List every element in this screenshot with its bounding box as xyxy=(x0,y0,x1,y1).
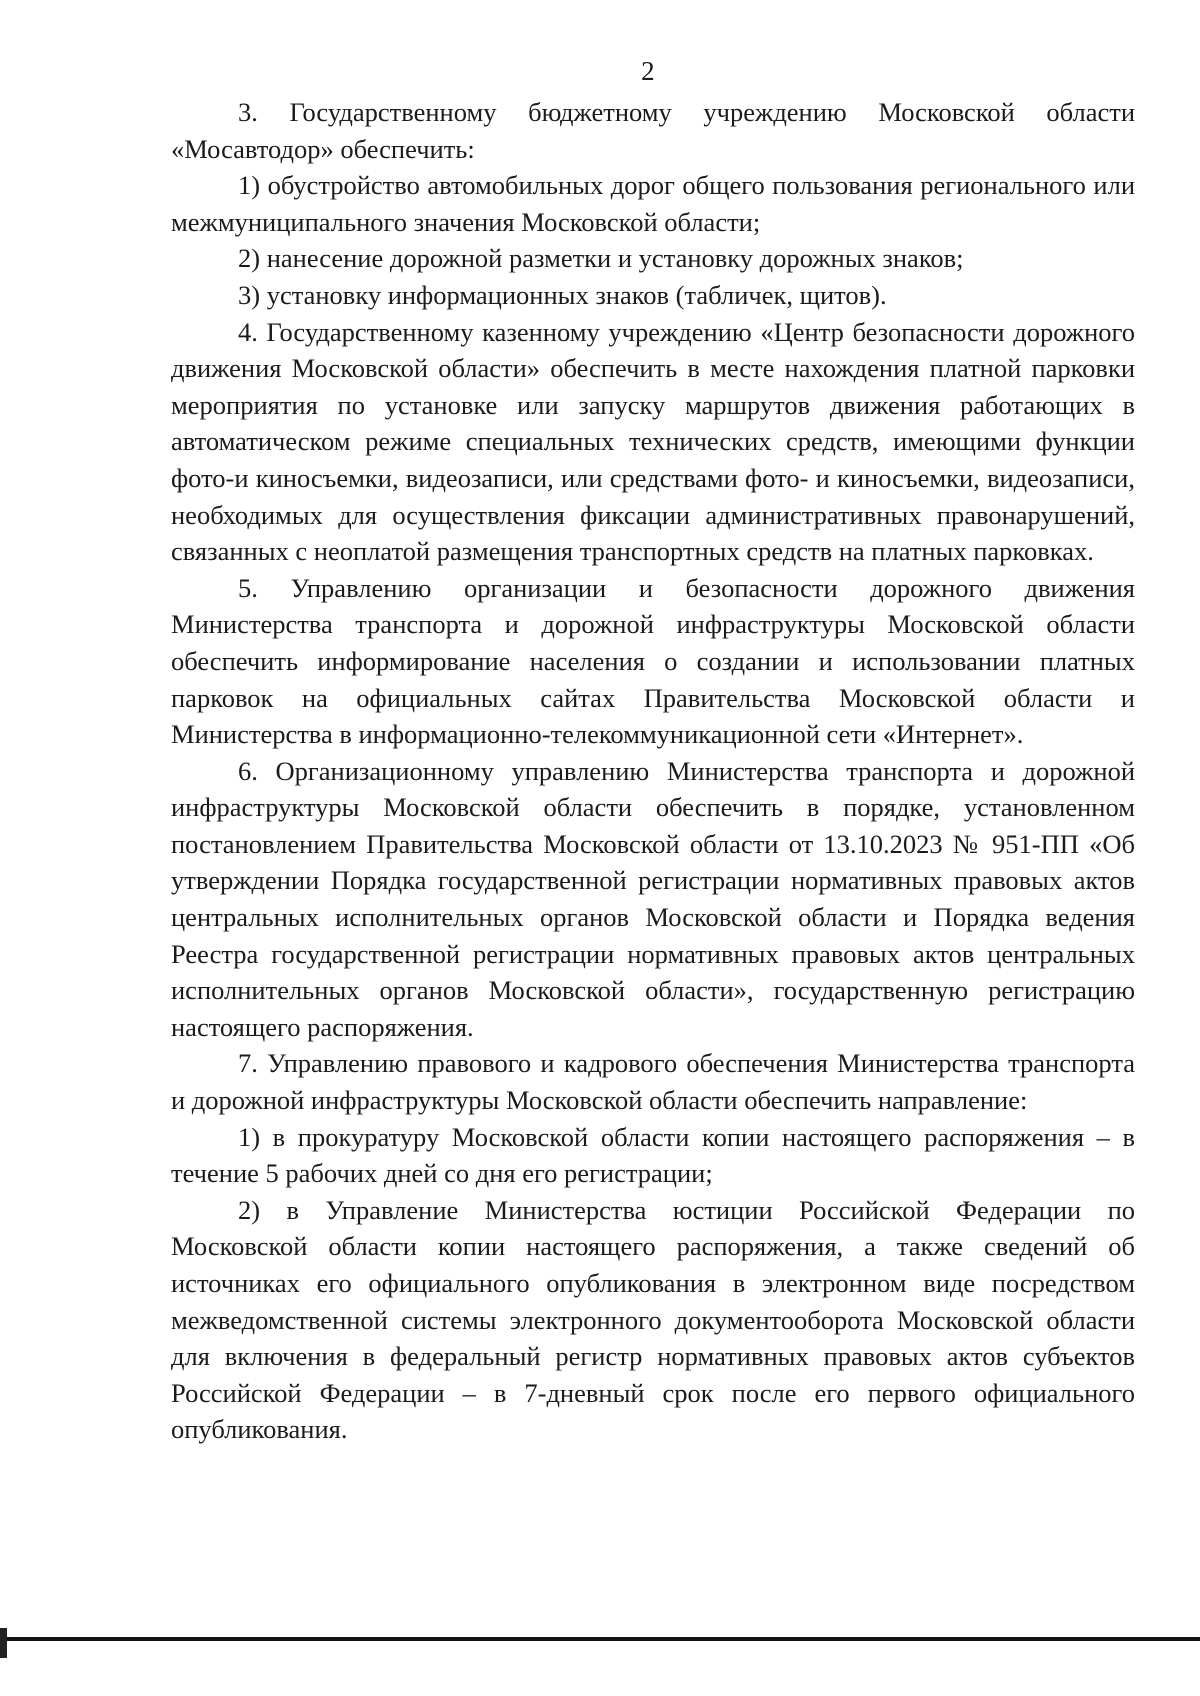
page-number: 2 xyxy=(641,56,655,86)
paragraph-5-public-information: 5. Управлению организации и безопасности дорожного движения Министерства транспорта и дорожной инфраструктуры Московской области обеспечить информирование населения о создании и использовании платных парковок на официальных сайтах Правительства Московской области и Министерства в информационно-телекоммуникационной сети «Интернет». xyxy=(171,572,1135,750)
paragraph-7-item-2-justice-ministry: 2) в Управление Министерства юстиции Российской Федерации по Московской области копии настоящего распоряжения, а также сведений об источниках его официального опубликования в электронном виде посредством межведомственной системы электронного документооборота Московской области для включения в федеральный регистр нормативных правовых актов субъектов Российской Федерации – в 7-дневный срок после его первого официального опубликования. xyxy=(171,1194,1135,1445)
paragraph-6-state-registration: 6. Организационному управлению Министерства транспорта и дорожной инфраструктуры Московской области обеспечить в порядке, установленном постановлением Правительства Московской области от 13.10.2023 № 951-ПП «Об утверждении Порядка государственной регистрации нормативных правовых актов центральных исполнительных органов Московской области и Порядка ведения Реестра государственной регистрации нормативных правовых актов центральных исполнительных органов Московской области», государственную регистрацию настоящего распоряжения. xyxy=(171,755,1135,1042)
paragraph-3-item-1-road-arrangement: 1) обустройство автомобильных дорог общего пользования регионального или межмуниципального значения Московской области; xyxy=(171,170,1135,237)
paragraph-4-traffic-safety-center: 4. Государственному казенному учреждению «Центр безопасности дорожного движения Московской области» обеспечить в месте нахождения платной парковки мероприятия по установке или запуску маршрутов движения работающих в автоматическом режиме специальных технических средств, имеющими функции фото-и киносъемки, видеозаписи, или средствами фото- и киносъемки, видеозаписи, необходимых для осуществления фиксации административных правонарушений, связанных с неоплатой размещения транспортных средств на платных парковках. xyxy=(171,316,1135,567)
paragraph-3-item-2-road-markings: 2) нанесение дорожной разметки и установку дорожных знаков; xyxy=(238,243,964,274)
paragraph-7-legal-department: 7. Управлению правового и кадрового обеспечения Министерства транспорта и дорожной инфраструктуры Московской области обеспечить направление: xyxy=(171,1048,1135,1116)
paragraph-7-item-1-prosecutor: 1) в прокуратуру Московской области копии настоящего распоряжения – в течение 5 рабочих дней со дня его регистрации; xyxy=(171,1121,1135,1189)
paragraph-3-item-3-information-signs: 3) установку информационных знаков (табличек, щитов). xyxy=(238,279,887,310)
paragraph-3-mosavtodor: 3. Государственному бюджетному учреждению Московской области «Мосавтодор» обеспечить: xyxy=(171,97,1135,164)
document-body xyxy=(171,94,1135,1448)
scan-bottom-edge xyxy=(0,1637,1200,1641)
scan-left-edge-mark xyxy=(0,1628,7,1658)
